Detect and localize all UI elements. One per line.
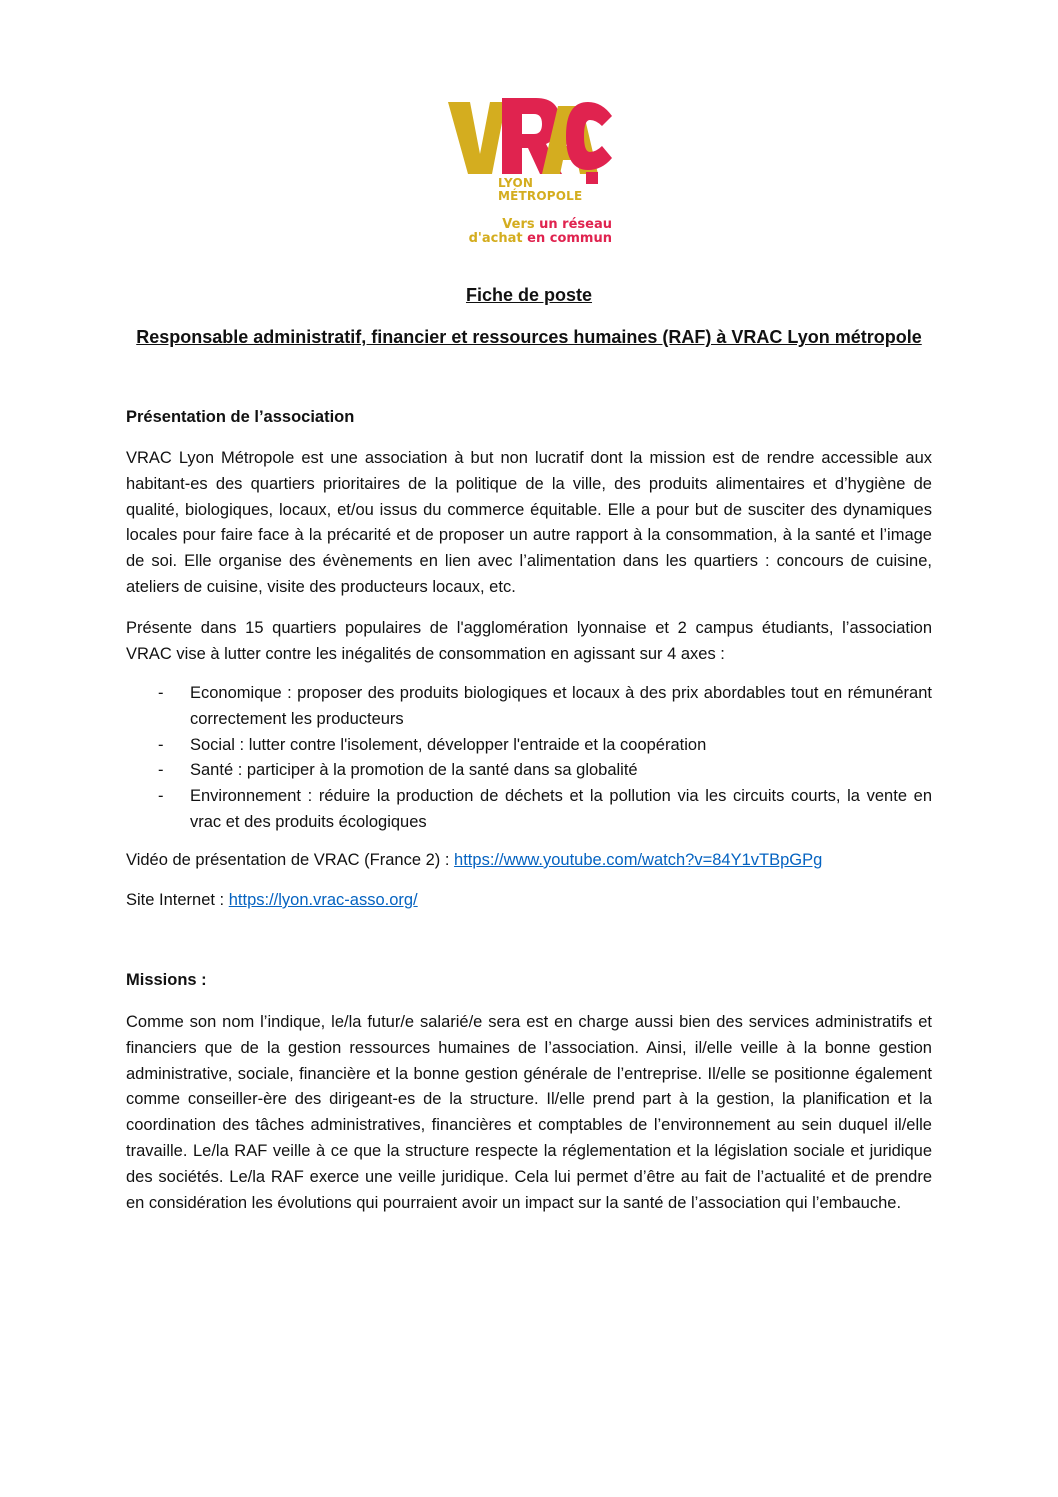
video-line <box>126 851 822 870</box>
dash-bullet: - <box>158 684 164 702</box>
dash-bullet: - <box>158 761 164 780</box>
dash-bullet: - <box>158 735 164 754</box>
logo-tagline <box>446 218 612 246</box>
presentation-paragraph: VRAC Lyon Métropole est une association à but non lucratif dont la mission est de rendre accessible aux habitant-es des quartiers prioritaires de la politique de la ville, des produits alimentaires et d’hygiène de qualité, biologiques, locaux, et/ou issus du commerce équitable. Elle a pour but de susciter des dynamiques locales pour faire face à la précarité et de proposer un autre rapport à la consommation, à la santé et l’image de soi. Elle organise des évènements en lien avec l’alimentation dans les quartiers : concours de cuisine, ateliers de cuisine, visite des producteurs locaux, etc. <box>126 449 932 596</box>
site-label: Site Internet : <box>126 891 229 909</box>
axis-text: Santé : participer à la promotion de la santé dans sa globalité <box>190 761 638 780</box>
section-heading-presentation: Présentation de l’association <box>126 408 355 426</box>
list-item <box>126 733 932 759</box>
axis-text: Social : lutter contre l'isolement, développer l'entraide et la coopération <box>190 735 707 754</box>
axis-text: Environnement : réduire la production de déchets et la pollution via les circuits courts, la vente en vrac et des produits écologiques <box>190 787 932 831</box>
section-heading-missions: Missions : <box>126 971 207 989</box>
document-title: Fiche de poste <box>465 285 593 305</box>
youtube-link[interactable]: https://www.youtube.com/watch?v=84Y1vTBpGPg <box>454 851 823 869</box>
axes-list <box>126 681 932 836</box>
logo-subtitle <box>498 177 582 203</box>
document-subtitle: Responsable administratif, financier et ressources humaines (RAF) à VRAC Lyon métropole <box>136 327 922 347</box>
missions-paragraph: Comme son nom l’indique, le/la futur/e salarié/e sera est en charge aussi bien des services administratifs et financiers que de la gestion ressources humaines de l’association. Ainsi, il/elle veille à la bonne gestion administrative, sociale, financière et la bonne gestion générale de l’entreprise. Il/elle se positionne également comme conseiller-ère des dirigeant-es de la structure. Il/elle prend part à la gestion, la planification et la coordination des tâches administratives, financières et comptables de l’environnement au sein duquel il/elle travaille. Le/la RAF veille à ce que la structure respecte la réglementation et la législation sociale et juridique des sociétés. Le/la RAF exerce une veille juridique. Cela lui permet d’être au fait de l’actualité et de prendre en considération les évolutions qui pourraient avoir un impact sur la santé de l’association qui l’embauche. <box>126 1013 932 1212</box>
tagline-word: d'achat <box>468 231 523 246</box>
presence-paragraph: Présente dans 15 quartiers populaires de l'agglomération lyonnaise et 2 campus étudiants, l’association VRAC vise à lutter contre les inégalités de consommation en agissant sur 4 axes : <box>126 619 932 663</box>
list-item <box>126 784 932 836</box>
website-link[interactable]: https://lyon.vrac-asso.org/ <box>228 891 418 909</box>
tagline-word: en commun <box>527 231 612 246</box>
axis-text: Economique : proposer des produits biologiques et locaux à des prix abordables tout en rémunérant correctement les producteurs <box>190 684 932 728</box>
video-label: Vidéo de présentation de VRAC (France 2) : <box>126 851 455 869</box>
dash-bullet: - <box>158 787 164 806</box>
list-item <box>126 681 932 733</box>
vrac-logo <box>446 92 616 252</box>
tagline-word: Vers <box>502 217 535 232</box>
website-line <box>126 891 418 910</box>
logo-subtitle-line1: LYON <box>498 176 534 190</box>
logo-subtitle-line2: MÉTROPOLE <box>498 189 583 203</box>
tagline-word: un réseau <box>539 217 612 232</box>
list-item <box>126 758 932 784</box>
